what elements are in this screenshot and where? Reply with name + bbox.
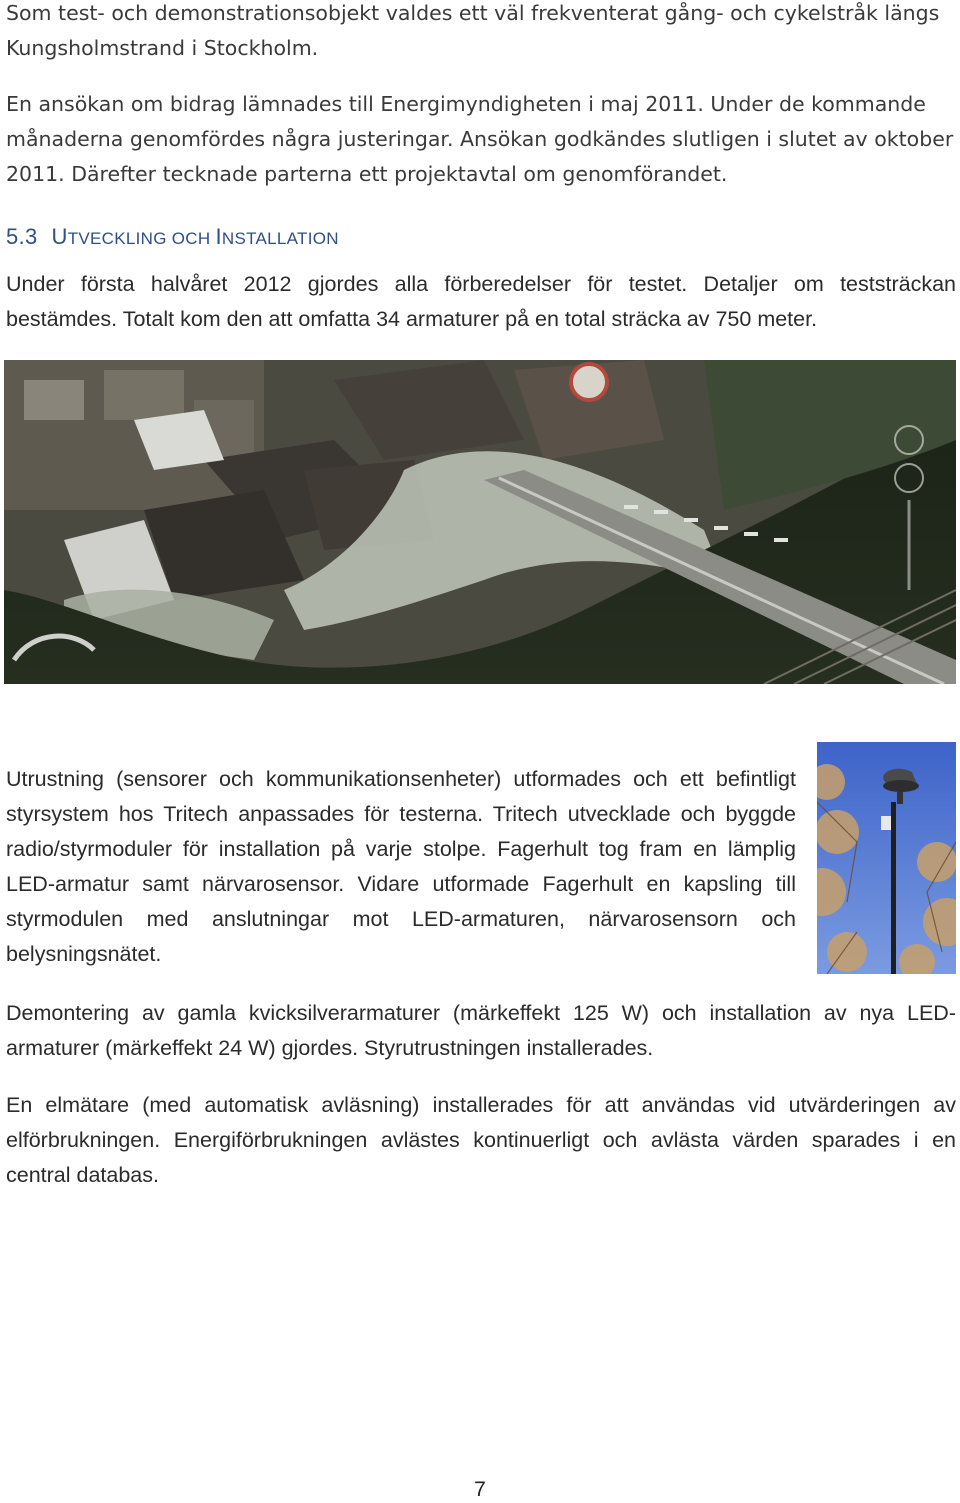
demounting-paragraph: Demontering av gamla kvicksilverarmaturer (märkeffekt 125 W) och installation av nya LED-armaturer (märkeffekt 24 W) gjordes. Styrutrustningen installerades. [6, 1001, 956, 1060]
preparation-paragraph: Under första halvåret 2012 gjordes alla förberedelser för testet. Detaljer om teststräckan bestämdes. Totalt kom den att omfatta 34 armaturer på en total sträcka av 750 meter. [6, 272, 956, 331]
meter-paragraph: En elmätare (med automatisk avläsning) installerades för att användas vid utvärderingen av elförbrukningen. Energiförbrukningen avlästes kontinuerligt och avlästa värden sparades i en central databas. [6, 1093, 956, 1187]
page-number: 7 [474, 1478, 486, 1501]
section-number: 5.3 [6, 224, 38, 249]
aerial-photo [4, 360, 956, 684]
section-title-part-1: TVECKLING OCH [67, 229, 216, 248]
application-line-3: 2011. Därefter tecknade parterna ett projektavtal om genomförandet. [6, 162, 728, 186]
section-title-part-2: NSTALLATION [221, 229, 339, 248]
intro-line-1: Som test- och demonstrationsobjekt valdes ett väl frekventerat gång- och cykelstråk längs [6, 1, 940, 25]
section-heading [6, 224, 339, 250]
equipment-paragraph: Utrustning (sensorer och kommunikationsenheter) utformades och ett befintligt styrsystem hos Tritech anpassades för testerna. Tritech utvecklade och byggde radio/styrmoduler för installation på varje stolpe. Fagerhult tog fram en lämplig LED-armatur samt närvarosensor. Vidare utformade Fagerhult en kapsling till styrmodulen med anslutningar mot LED-armaturen, närvarosensorn och belysningsnätet. [6, 767, 796, 966]
intro-line-2: Kungsholmstrand i Stockholm. [6, 36, 319, 60]
street-lamp-photo [817, 742, 956, 974]
section-title-initial-2: I [215, 224, 222, 249]
application-line-1: En ansökan om bidrag lämnades till Energimyndigheten i maj 2011. Under de kommande [6, 92, 926, 116]
application-line-2: månaderna genomfördes några justeringar. Ansökan godkändes slutligen i slutet av oktober [6, 127, 954, 151]
section-title-initial-1: U [51, 224, 68, 249]
